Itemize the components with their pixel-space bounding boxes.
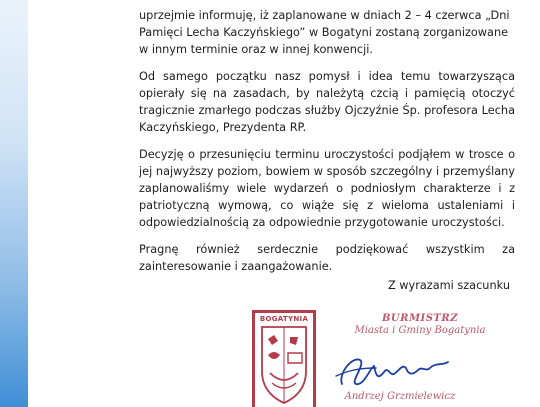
paragraph-2: Od samego początku nasz pomysł i idea temu towarzysząca opierały się na zasadach, by należytą czcią i pamięcią otoczyć tragicznie zmarłego podczas służby Ojczyźnie Śp. profesora Lecha Kaczyńskiego, Prezydenta RP. [139,70,515,134]
paragraph-4: Pragnę również serdecznie podziękować wszystkim za zainteresowanie i zaangażowanie. [139,243,515,273]
mayor-office: Miasta i Gminy Bogatynia [354,325,486,336]
handwritten-signature [330,346,460,392]
closing-salutation: Z wyrazami szacunku [387,279,510,292]
coat-of-arms-icon [258,325,310,405]
letter-body [139,7,515,285]
mayor-title: BURMISTRZ [381,313,458,324]
mayor-name: Andrzej Grzmielewicz [344,391,456,402]
coat-of-arms-stamp [252,310,316,407]
decorative-side-band [0,0,28,407]
paragraph-3: Decyzję o przesunięciu terminu uroczystości podjąłem w trosce o jej najwyższy poziom, bowiem w sposób szczególny i przemyślany zaplanowaliśmy wiele wydarzeń o podniosłym charakterze i z patriotyczną wymową, co wiąże się z wieloma ustaleniami i odpowiedzialnością za odpowiednie przygotowanie uroczystości. [139,148,515,229]
coat-of-arms-label: BOGATYNIA [259,315,309,323]
mayor-stamp [320,313,520,336]
paragraph-1: uprzejmie informuję, iż zaplanowane w dniach 2 – 4 czerwca „Dni Pamięci Lecha Kaczyńskiego” w Bogatyni zostaną zorganizowane w innym terminie oraz w innej konwencji. [139,9,510,56]
